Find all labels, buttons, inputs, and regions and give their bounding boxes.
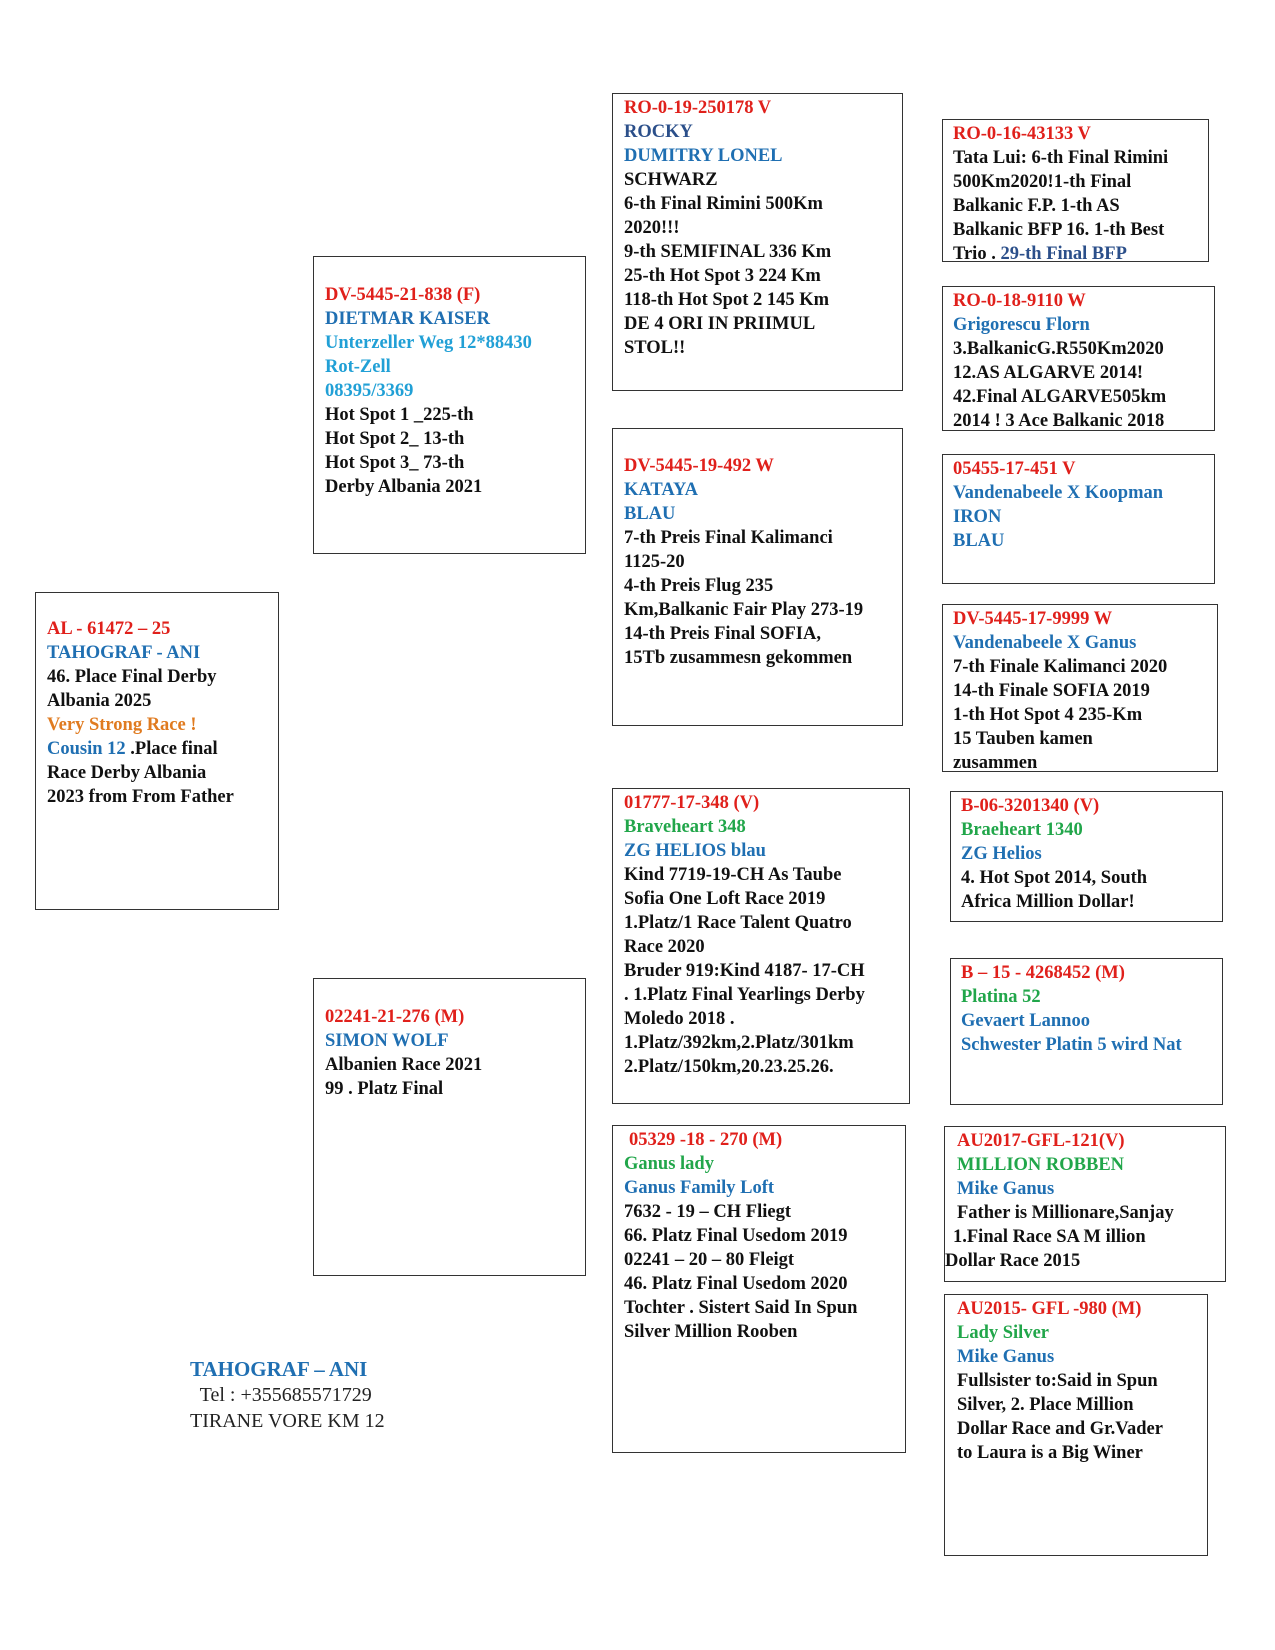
- fff-result-text: Trio .: [953, 244, 1001, 262]
- great-granddam-fmm-card: [942, 604, 1218, 772]
- mf-strain: ZG HELIOS blau: [624, 841, 766, 861]
- cousin-text: .Place final: [125, 739, 218, 759]
- mm-note: Tochter . Sistert Said In Spun: [624, 1298, 858, 1318]
- ff-result: 118-th Hot Spot 2 145 Km: [624, 290, 830, 310]
- father-ring-number: DV-5445-21-838 (F): [325, 285, 481, 305]
- fff-ring-number: RO-0-16-43133 V: [953, 124, 1091, 144]
- fm-result: 15Tb zusammesn gekommen: [624, 648, 853, 668]
- mf-result: Bruder 919:Kind 4187- 17-CH: [624, 961, 865, 981]
- mf-ring-number: 01777-17-348 (V): [624, 793, 760, 813]
- mmm-result: to Laura is a Big Winer: [957, 1443, 1143, 1463]
- mother-card: [313, 978, 586, 1276]
- mm-result: 7632 - 19 – CH Fliegt: [624, 1202, 791, 1222]
- mfm-ring-number: B – 15 - 4268452 (M): [961, 963, 1125, 983]
- breeder-address: TIRANE VORE KM 12: [190, 1410, 385, 1432]
- ff-result: DE 4 ORI IN PRIIMUL: [624, 314, 816, 334]
- mmm-result: Fullsister to:Said in Spun: [957, 1371, 1158, 1391]
- ff-color: SCHWARZ: [624, 170, 718, 190]
- great-granddam-mmm-card: [944, 1294, 1208, 1556]
- fff-result-highlight: 29-th Final BFP: [1000, 244, 1127, 262]
- subject-result: 46. Place Final Derby: [47, 667, 217, 687]
- fmf-name: IRON: [953, 507, 1002, 527]
- mf-result: . 1.Platz Final Yearlings Derby: [624, 985, 865, 1005]
- fmm-result: 15 Tauben kamen: [953, 729, 1093, 749]
- mf-result: Moledo 2018 .: [624, 1009, 735, 1029]
- breeder-name: TAHOGRAF – ANI: [190, 1357, 368, 1381]
- fmm-result: 1-th Hot Spot 4 235-Km: [953, 705, 1143, 725]
- subject-cousin-note: Race Derby Albania: [47, 763, 207, 783]
- father-address: Unterzeller Weg 12*88430: [325, 333, 532, 353]
- mff-ring-number: B-06-3201340 (V): [961, 796, 1100, 816]
- subject-name: TAHOGRAF - ANI: [47, 643, 201, 663]
- ff-result: 2020!!!: [624, 218, 680, 238]
- mother-result: Albanien Race 2021: [325, 1055, 483, 1075]
- fmm-result: 14-th Finale SOFIA 2019: [953, 681, 1150, 701]
- mf-result: Race 2020: [624, 937, 705, 957]
- ff-result: 25-th Hot Spot 3 224 Km: [624, 266, 821, 286]
- fff-result: Tata Lui: 6-th Final Rimini: [953, 148, 1169, 168]
- subject-cousin-note: 2023 from From Father: [47, 787, 234, 807]
- ff-name: ROCKY: [624, 122, 693, 142]
- mff-result: Africa Million Dollar!: [961, 892, 1135, 912]
- mf-name: Braveheart 348: [624, 817, 746, 837]
- mm-result: 02241 – 20 – 80 Fleigt: [624, 1250, 795, 1270]
- father-phone: 08395/3369: [325, 381, 414, 401]
- fm-result: 7-th Preis Final Kalimanci: [624, 528, 833, 548]
- subject-ring-number: AL - 61472 – 25: [47, 619, 171, 639]
- mm-loft: Ganus Family Loft: [624, 1178, 775, 1198]
- fmf-color: BLAU: [953, 531, 1005, 551]
- fm-result: Km,Balkanic Fair Play 273-19: [624, 600, 864, 620]
- father-card: [313, 256, 586, 554]
- granddam-maternal-card: [612, 1125, 906, 1453]
- mfm-strain: Gevaert Lannoo: [961, 1011, 1090, 1031]
- ff-result: STOL!!: [624, 338, 686, 358]
- fff-result: Balkanic BFP 16. 1-th Best: [953, 220, 1165, 240]
- breeder-contact: [190, 1356, 385, 1434]
- ffm-result: 3.BalkanicG.R550Km2020: [953, 339, 1164, 359]
- father-owner: DIETMAR KAISER: [325, 309, 490, 329]
- great-grandsire-fff-card: [942, 119, 1209, 262]
- ff-result: 6-th Final Rimini 500Km: [624, 194, 823, 214]
- father-address: Rot-Zell: [325, 357, 391, 377]
- fff-result: Balkanic F.P. 1-th AS: [953, 196, 1120, 216]
- mf-result: 1.Platz/392km,2.Platz/301km: [624, 1033, 854, 1053]
- mother-owner: SIMON WOLF: [325, 1031, 449, 1051]
- mother-result: 99 . Platz Final: [325, 1079, 444, 1099]
- mmf-result: 1.Final Race SA M illion: [953, 1227, 1146, 1247]
- mf-result: Sofia One Loft Race 2019: [624, 889, 826, 909]
- mmm-result: Dollar Race and Gr.Vader: [957, 1419, 1163, 1439]
- fmm-result: 7-th Finale Kalimanci 2020: [953, 657, 1168, 677]
- mfm-note: Schwester Platin 5 wird Nat: [961, 1035, 1182, 1055]
- great-grandsire-fmf-card: [942, 454, 1215, 584]
- mmf-name: MILLION ROBBEN: [957, 1155, 1125, 1175]
- mff-name: Braeheart 1340: [961, 820, 1083, 840]
- ffm-result: 12.AS ALGARVE 2014!: [953, 363, 1144, 383]
- mmf-owner: Mike Ganus: [957, 1179, 1055, 1199]
- mff-strain: ZG Helios: [961, 844, 1042, 864]
- mmm-name: Lady Silver: [957, 1323, 1049, 1343]
- mmm-owner: Mike Ganus: [957, 1347, 1055, 1367]
- grandsire-maternal-card: [612, 788, 910, 1104]
- mf-result: 2.Platz/150km,20.23.25.26.: [624, 1057, 834, 1077]
- great-granddam-ffm-card: [942, 286, 1215, 431]
- father-result: Hot Spot 3_ 73-th: [325, 453, 465, 473]
- father-result: Hot Spot 1 _225-th: [325, 405, 474, 425]
- mmm-result: Silver, 2. Place Million: [957, 1395, 1134, 1415]
- ffm-result: 2014 ! 3 Ace Balkanic 2018: [953, 411, 1165, 431]
- grandsire-paternal-card: [612, 93, 903, 391]
- mmf-result: Father is Millionare,Sanjay: [957, 1203, 1174, 1223]
- mmf-result: Dollar Race 2015: [945, 1251, 1081, 1271]
- fmf-ring-number: 05455-17-451 V: [953, 459, 1076, 479]
- fm-color: BLAU: [624, 504, 676, 524]
- fm-name: KATAYA: [624, 480, 699, 500]
- ffm-owner: Grigorescu Florn: [953, 315, 1090, 335]
- cousin-label: Cousin 12: [47, 739, 126, 759]
- fmm-result: zusammen: [953, 753, 1038, 772]
- mm-result: 66. Platz Final Usedom 2019: [624, 1226, 848, 1246]
- fmm-strain: Vandenabeele X Ganus: [953, 633, 1137, 653]
- ff-ring-number: RO-0-19-250178 V: [624, 98, 772, 118]
- pedigree-subject-card: [35, 592, 279, 910]
- fmm-ring-number: DV-5445-17-9999 W: [953, 609, 1113, 629]
- fm-result: 1125-20: [624, 552, 685, 572]
- great-grandsire-mff-card: [950, 791, 1223, 922]
- ffm-ring-number: RO-0-18-9110 W: [953, 291, 1086, 311]
- fff-result: 500Km2020!1-th Final: [953, 172, 1132, 192]
- subject-result: Albania 2025: [47, 691, 152, 711]
- great-granddam-mfm-card: [950, 958, 1223, 1105]
- mf-result: 1.Platz/1 Race Talent Quatro: [624, 913, 852, 933]
- mff-result: 4. Hot Spot 2014, South: [961, 868, 1148, 888]
- great-grandsire-mmf-card: [944, 1126, 1226, 1282]
- fm-result: 14-th Preis Final SOFIA,: [624, 624, 821, 644]
- fm-result: 4-th Preis Flug 235: [624, 576, 774, 596]
- subject-highlight: Very Strong Race !: [47, 715, 197, 735]
- mmm-ring-number: AU2015- GFL -980 (M): [957, 1299, 1142, 1319]
- ff-result: 9-th SEMIFINAL 336 Km: [624, 242, 832, 262]
- father-result: Derby Albania 2021: [325, 477, 483, 497]
- ff-owner: DUMITRY LONEL: [624, 146, 783, 166]
- ffm-result: 42.Final ALGARVE505km: [953, 387, 1167, 407]
- mm-note: Silver Million Rooben: [624, 1322, 798, 1342]
- fff-result: [953, 242, 1208, 262]
- fm-ring-number: DV-5445-19-492 W: [624, 456, 774, 476]
- father-result: Hot Spot 2_ 13-th: [325, 429, 465, 449]
- mm-ring-number: 05329 -18 - 270 (M): [629, 1130, 783, 1150]
- subject-cousin-note: [47, 737, 278, 761]
- breeder-phone: Tel : +355685571729: [190, 1384, 372, 1406]
- granddam-paternal-card: [612, 428, 903, 726]
- fmf-strain: Vandenabeele X Koopman: [953, 483, 1164, 503]
- mf-result: Kind 7719-19-CH As Taube: [624, 865, 842, 885]
- mfm-name: Platina 52: [961, 987, 1041, 1007]
- mmf-ring-number: AU2017-GFL-121(V): [957, 1131, 1125, 1151]
- mother-ring-number: 02241-21-276 (M): [325, 1007, 465, 1027]
- mm-name: Ganus lady: [624, 1154, 714, 1174]
- mm-result: 46. Platz Final Usedom 2020: [624, 1274, 848, 1294]
